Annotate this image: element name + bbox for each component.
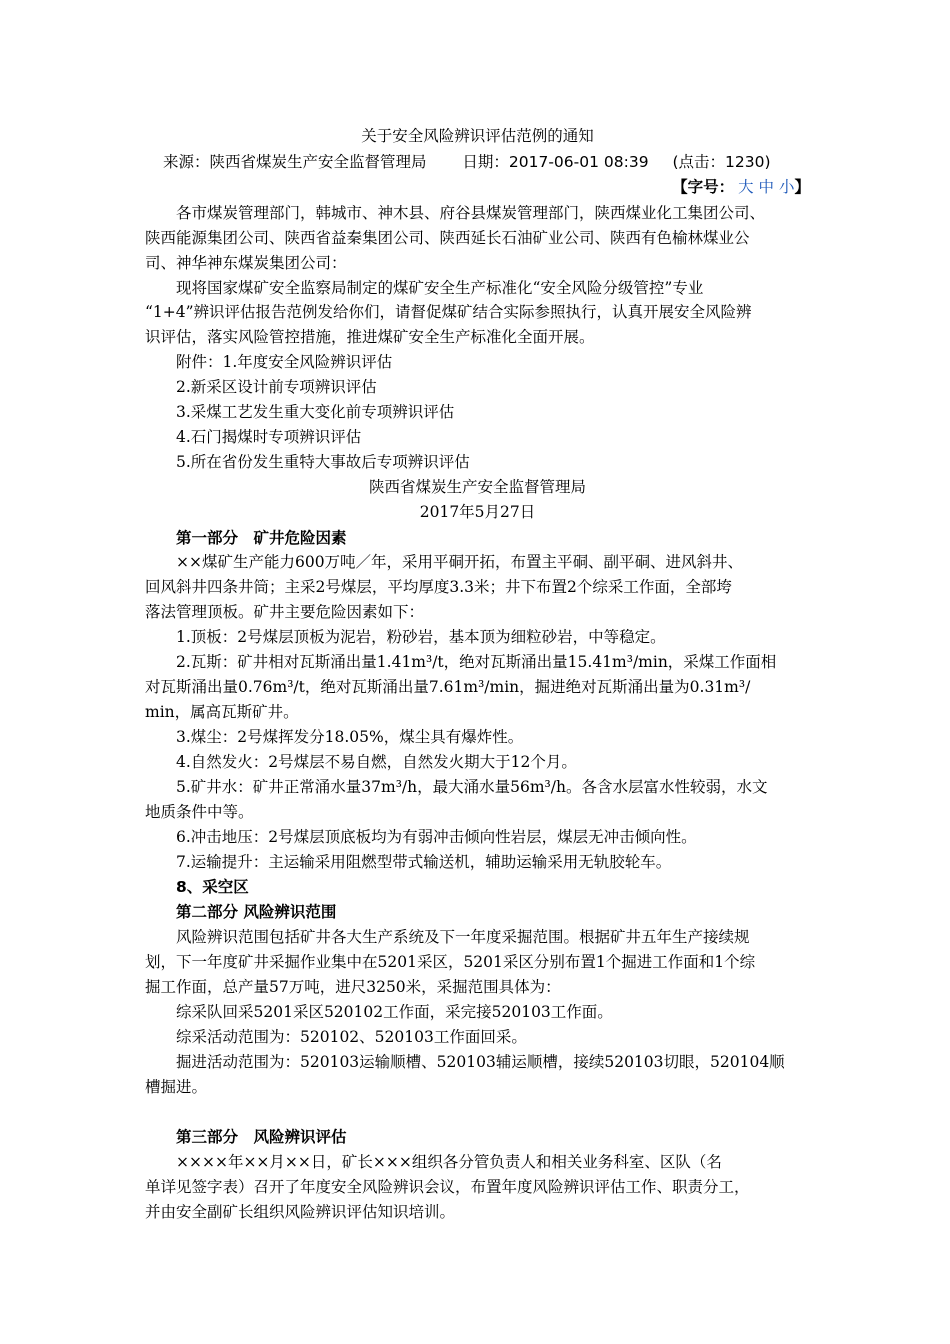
part2-line-6: 掘进活动范围为：520103运输顺槽、520103辅运顺槽，接续520103切眼，520104顺 [176,1053,785,1071]
page-title: 关于安全风险辨识评估范例的通知 [361,127,594,145]
meta-line [163,150,823,175]
part1-item-2c: min，属高瓦斯矿井。 [145,703,299,721]
part2-line-2: 划，下一年度矿井采掘作业集中在5201采区，5201采区分别布置1个掘进工作面和1个综 [145,953,756,971]
attachment-4: 4.石门揭煤时专项辨识评估 [176,428,362,446]
body-line-1: 现将国家煤矿安全监察局制定的煤矿安全生产标准化“安全风险分级管控”专业 [176,279,704,297]
body-line-3: 识评估，落实风险管控措施，推进煤矿安全生产标准化全面开展。 [145,328,595,346]
part2-line-4: 综采队回采5201采区520102工作面，采完接520103工作面。 [176,1003,613,1021]
sign-date: 2017年5月27日 [419,503,536,521]
font-size-close: 】 [794,178,810,196]
part1-heading: 第一部分 矿井危险因素 [176,528,347,547]
part1-item-5a: 5.矿井水：矿井正常涌水量37m³/h，最大涌水量56m³/h。各含水层富水性较弱，水文 [176,778,768,796]
part1-intro-1: ××煤矿生产能力600万吨／年，采用平硐开拓，布置主平硐、副平硐、进风斜井、 [176,553,744,571]
part2-line-1: 风险辨识范围包括矿井各大生产系统及下一年度采掘范围。根据矿井五年生产接续规 [176,928,750,946]
part3-line-3: 并由安全副矿长组织风险辨识评估知识培训。 [145,1203,456,1221]
part1-item-6: 6.冲击地压：2号煤层顶底板均为有弱冲击倾向性岩层，煤层无冲击倾向性。 [176,828,697,846]
attachment-3: 3.采煤工艺发生重大变化前专项辨识评估 [176,403,455,421]
font-size-options[interactable]: 大 中 小 [738,178,795,196]
meta-clicks: (点击：1230) [672,153,771,171]
font-size-selector [650,175,810,200]
part1-item-2b: 对瓦斯涌出量0.76m³/t，绝对瓦斯涌出量7.61m³/min，掘进绝对瓦斯涌出量为0.31m³/ [145,678,751,696]
part1-item-8: 8、采空区 [176,878,249,896]
attachment-5: 5.所在省份发生重特大事故后专项辨识评估 [176,453,470,471]
part2-line-7: 槽掘进。 [145,1078,208,1096]
part1-intro-2: 回风斜井四条井筒；主采2号煤层，平均厚度3.3米；井下布置2个综采工作面，全部垮 [145,578,732,596]
part1-item-3: 3.煤尘：2号煤挥发分18.05%，煤尘具有爆炸性。 [176,728,524,746]
part1-item-5b: 地质条件中等。 [145,803,254,821]
part3-heading: 第三部分 风险辨识评估 [176,1128,347,1146]
part2-line-3: 掘工作面，总产量57万吨，进尺3250米，采掘范围具体为： [145,978,561,996]
addressee-line-2: 陕西能源集团公司、陕西省益秦集团公司、陕西延长石油矿业公司、陕西有色榆林煤业公 [145,229,750,247]
signer: 陕西省煤炭生产安全监督管理局 [368,478,586,496]
addressee-line-1: 各市煤炭管理部门，韩城市、神木县、府谷县煤炭管理部门，陕西煤业化工集团公司、 [176,204,766,222]
part3-line-1: ××××年××月××日，矿长×××组织各分管负责人和相关业务科室、区队（名 [176,1153,722,1171]
addressee-line-3: 司、神华神东煤炭集团公司： [145,254,347,272]
part1-item-4: 4.自然发火：2号煤层不易自燃，自然发火期大于12个月。 [176,753,577,771]
part1-item-7: 7.运输提升：主运输采用阻燃型带式输送机，辅助运输采用无轨胶轮车。 [176,853,672,871]
attachment-2: 2.新采区设计前专项辨识评估 [176,378,377,396]
meta-date: 日期：2017-06-01 08:39 [462,153,649,171]
part1-item-2a: 2.瓦斯：矿井相对瓦斯涌出量1.41m³/t，绝对瓦斯涌出量15.41m³/min，采煤工作面相 [176,653,777,671]
part3-line-2: 单详见签字表）召开了年度安全风险辨识会议，布置年度风险辨识评估工作、职责分工， [145,1178,750,1196]
body-line-2: “1+4”辨识评估报告范例发给你们，请督促煤矿结合实际参照执行，认真开展安全风险辨 [145,303,752,321]
font-size-open: 【字号： [672,178,735,196]
part1-intro-3: 落法管理顶板。矿井主要危险因素如下： [145,603,425,621]
meta-source: 来源：陕西省煤炭生产安全监督管理局 [163,153,427,171]
part2-line-5: 综采活动范围为：520102、520103工作面回采。 [176,1028,527,1046]
attachment-1: 附件：1.年度安全风险辨识评估 [176,353,393,371]
part2-heading: 第二部分 风险辨识范围 [176,903,337,921]
part1-item-1: 1.顶板：2号煤层顶板为泥岩，粉砂岩，基本顶为细粒砂岩，中等稳定。 [176,628,666,646]
